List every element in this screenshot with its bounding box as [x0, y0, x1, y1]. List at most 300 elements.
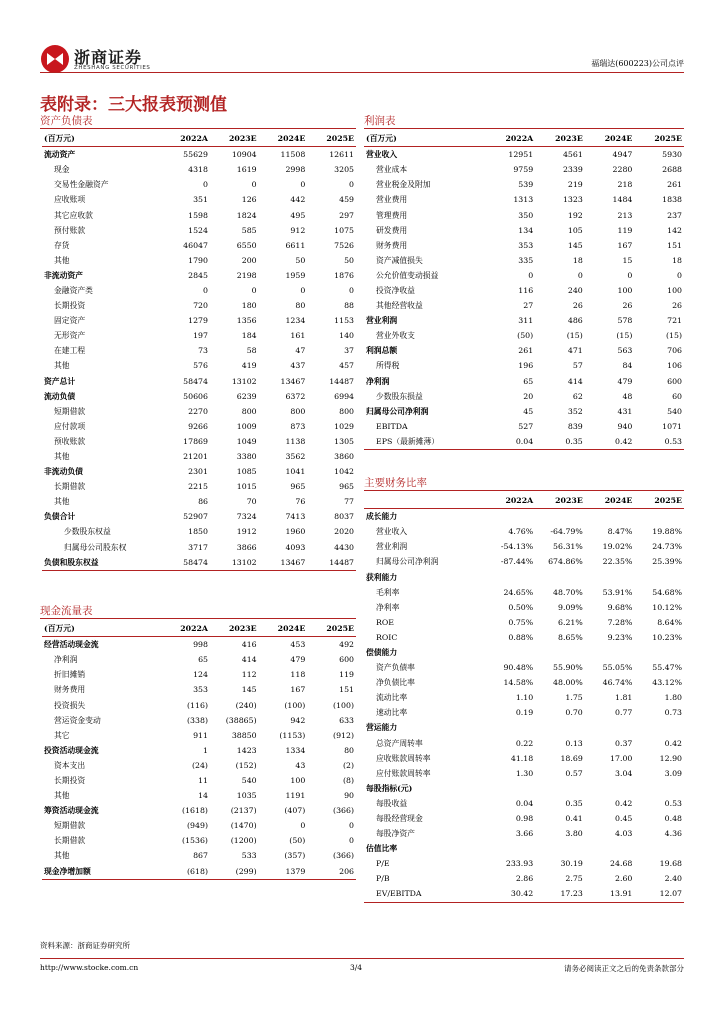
year-header: 2025E: [634, 131, 684, 147]
table-row: [364, 871, 684, 886]
cell-value: 2215: [188, 482, 208, 492]
cell-value: 2.75: [565, 874, 583, 884]
cell-value: 119: [339, 670, 354, 680]
brand-name-cn: 浙商证券: [74, 48, 143, 67]
cell-value: 2339: [562, 165, 583, 175]
table-row: [364, 585, 684, 600]
unit-header: (百万元): [42, 131, 161, 147]
row-label: 经营活动现金流: [44, 640, 99, 650]
table-row: [364, 313, 684, 328]
cell-value: [486, 569, 536, 584]
row-label: P/E: [376, 859, 390, 869]
cell-value: 1042: [334, 467, 354, 477]
cell-value: -87.44%: [500, 557, 534, 567]
cell-value: (152): [235, 760, 257, 770]
cell-value: 2998: [285, 165, 306, 175]
cell-value: 7324: [236, 512, 257, 522]
row-label: 总资产周转率: [376, 738, 423, 748]
cell-value: 6372: [285, 391, 306, 401]
report-label: 福瑞达(600223)公司点评: [591, 59, 684, 68]
cell-value: (100): [333, 700, 354, 710]
cell-value: 2198: [236, 270, 257, 280]
cell-value: 533: [241, 851, 257, 861]
cell-value: 14487: [329, 376, 354, 386]
cell-value: 17.23: [535, 886, 585, 902]
cell-value: 1790: [188, 255, 208, 265]
row-label: 营业外收支: [376, 331, 415, 341]
table-row: [42, 177, 356, 192]
cell-value: 867: [193, 851, 208, 861]
cell-value: 100: [617, 285, 633, 295]
cell-value: 118: [290, 670, 306, 680]
cell-value: [585, 720, 635, 735]
row-label: P/B: [376, 874, 390, 884]
table-row: [42, 524, 356, 539]
table-row: [364, 781, 684, 796]
cell-value: 50606: [183, 391, 208, 401]
cell-value: 10.23%: [652, 632, 682, 642]
cell-value: 0.73: [664, 708, 682, 718]
cell-value: 0.98: [515, 814, 534, 824]
table-row: [42, 253, 356, 268]
cell-value: 167: [290, 685, 306, 695]
cell-value: 431: [617, 406, 633, 416]
cell-value: 213: [617, 210, 633, 220]
cell-value: 1234: [285, 316, 306, 326]
row-label: 其它应收款: [54, 210, 93, 220]
cell-value: 1: [203, 745, 208, 755]
cell-value: 6994: [334, 391, 354, 401]
table-row: [42, 147, 356, 163]
cell-value: 8037: [334, 512, 354, 522]
cell-value: 1035: [236, 791, 257, 801]
cell-value: 540: [241, 775, 257, 785]
cell-value: 196: [518, 361, 534, 371]
cell-value: 0.04: [515, 798, 534, 808]
cell-value: 90: [344, 791, 354, 801]
cell-value: 219: [567, 180, 583, 190]
row-label: 每股收益: [376, 798, 408, 808]
cell-value: 13467: [259, 555, 308, 571]
cell-value: 1075: [334, 225, 354, 235]
cell-value: 26: [572, 301, 583, 311]
cell-value: 80: [295, 301, 306, 311]
table-row: [42, 758, 356, 773]
cell-value: 576: [193, 361, 208, 371]
cell-value: 4430: [334, 542, 354, 552]
cell-value: 0: [349, 836, 354, 846]
table-row: [364, 162, 684, 177]
cell-value: [634, 781, 684, 796]
cell-value: 414: [241, 655, 257, 665]
row-label: 其他: [54, 497, 70, 507]
table-row: [364, 343, 684, 358]
cell-value: [585, 509, 635, 525]
cell-value: 1484: [612, 195, 633, 205]
row-label: 每股指标(元): [366, 783, 413, 793]
cell-value: 200: [241, 255, 257, 265]
cell-value: 26: [672, 301, 682, 311]
year-header: 2023E: [535, 131, 585, 147]
table-row: [42, 404, 356, 419]
cell-value: 1838: [662, 195, 682, 205]
cell-value: 12.07: [634, 886, 684, 902]
table-row: [364, 675, 684, 690]
cell-value: 62: [572, 391, 583, 401]
row-label: 应收账项: [54, 195, 86, 205]
table-row: [364, 826, 684, 841]
balance-sheet-title: 资产负债表: [40, 115, 93, 127]
row-label: 营业利润: [366, 316, 398, 326]
cell-value: 912: [290, 225, 306, 235]
row-label: ROE: [376, 617, 394, 627]
row-label: 短期借款: [54, 406, 86, 416]
cell-value: 180: [241, 301, 257, 311]
cell-value: (100): [284, 700, 306, 710]
row-label: EPS（最新摊薄）: [364, 434, 486, 450]
row-label: 长期投资: [54, 775, 86, 785]
page-number: 3/4: [350, 963, 363, 972]
cell-value: 6550: [236, 240, 257, 250]
cell-value: 1334: [285, 745, 306, 755]
table-row: [364, 147, 684, 163]
row-label: 少数股东损益: [376, 391, 423, 401]
table-row: [364, 298, 684, 313]
cell-value: 1313: [513, 195, 534, 205]
cell-value: 10904: [231, 150, 257, 160]
row-label: 在建工程: [54, 346, 86, 356]
cell-value: 261: [667, 180, 682, 190]
table-row: [364, 690, 684, 705]
cell-value: 437: [290, 361, 306, 371]
table-row: [42, 192, 356, 207]
cell-value: 3717: [188, 542, 208, 552]
row-label: 资产减值损失: [376, 255, 423, 265]
cell-value: 1153: [334, 316, 354, 326]
cell-value: 218: [617, 180, 633, 190]
cell-value: 2688: [662, 165, 682, 175]
table-row: [42, 238, 356, 253]
footer-divider: [40, 958, 684, 959]
row-label: 其他: [54, 851, 70, 861]
cell-value: 0.77: [615, 708, 633, 718]
cell-value: 4.76%: [508, 527, 534, 537]
year-header: 2022A: [486, 493, 536, 509]
cell-value: [486, 781, 536, 796]
cell-value: 0.13: [565, 738, 583, 748]
row-label: 短期借款: [54, 821, 86, 831]
cell-value: 1912: [236, 527, 257, 537]
table-row: [364, 223, 684, 238]
table-row: [42, 298, 356, 313]
cell-value: 0.53: [664, 798, 682, 808]
table-row: [42, 419, 356, 434]
cell-value: 800: [290, 406, 306, 416]
cell-value: 65: [523, 376, 534, 386]
table-row: [42, 283, 356, 298]
table-row: [42, 223, 356, 238]
row-label: 营业收入: [366, 150, 398, 160]
table-row: [364, 645, 684, 660]
table-row: [364, 207, 684, 222]
cell-value: 6239: [236, 391, 257, 401]
cell-value: 0: [349, 285, 354, 295]
footer-website-link[interactable]: http://www.stocke.com.cn: [40, 963, 139, 972]
cell-value: 26: [622, 301, 633, 311]
table-header-row: [42, 621, 356, 637]
table-row: [42, 449, 356, 464]
cell-value: 352: [567, 406, 583, 416]
row-label: 长期借款: [54, 482, 86, 492]
year-header: 2023E: [210, 131, 259, 147]
cell-value: 479: [290, 655, 306, 665]
table-row: [42, 652, 356, 667]
cell-value: 2020: [334, 527, 354, 537]
cell-value: 0: [677, 270, 682, 280]
table-row: [42, 494, 356, 509]
cell-value: 261: [518, 346, 534, 356]
cell-value: (2): [342, 760, 354, 770]
cell-value: 12951: [508, 150, 534, 160]
cell-value: 3866: [236, 542, 257, 552]
cell-value: (240): [235, 700, 257, 710]
cell-value: 76: [295, 497, 306, 507]
cell-value: 457: [339, 361, 354, 371]
year-header: 2022A: [486, 131, 536, 147]
cell-value: 800: [241, 406, 257, 416]
year-header: 2024E: [259, 621, 308, 637]
cell-value: -54.13%: [500, 542, 534, 552]
cell-value: [486, 720, 536, 735]
table-row: [42, 313, 356, 328]
table-row: [364, 509, 684, 525]
cell-value: [535, 720, 585, 735]
cell-value: 112: [241, 670, 257, 680]
cell-value: 8.65%: [558, 632, 583, 642]
cell-value: 0.42: [615, 798, 633, 808]
cell-value: 55.05%: [602, 663, 633, 673]
cell-value: 1876: [334, 270, 354, 280]
cell-value: 0.37: [615, 738, 633, 748]
cell-value: [486, 841, 536, 856]
cell-value: 56.31%: [553, 542, 583, 552]
cell-value: 70: [246, 497, 257, 507]
row-label: 投资活动现金流: [44, 745, 99, 755]
row-label: 负债合计: [44, 512, 76, 522]
row-label: 营业利润: [376, 542, 408, 552]
row-label: ROIC: [376, 632, 398, 642]
cell-value: 4561: [562, 150, 583, 160]
unit-header: (百万元): [42, 621, 161, 637]
cell-value: [634, 645, 684, 660]
cell-value: 25.39%: [652, 557, 682, 567]
table-row: [364, 751, 684, 766]
table-row: [364, 328, 684, 343]
cell-value: [585, 645, 635, 660]
cell-value: 1850: [188, 527, 208, 537]
cell-value: 106: [667, 361, 682, 371]
cell-value: 151: [667, 240, 682, 250]
cell-value: 6.21%: [558, 617, 583, 627]
cell-value: 55.47%: [652, 663, 682, 673]
cell-value: 7526: [334, 240, 354, 250]
row-label: 其他: [54, 452, 70, 462]
cell-value: 24.68: [610, 859, 633, 869]
row-label: 利润总额: [366, 346, 398, 356]
cell-value: 0: [577, 270, 583, 280]
row-label: 负债和股东权益: [42, 555, 161, 571]
cell-value: 24.65%: [503, 587, 534, 597]
table-row: [364, 177, 684, 192]
cell-value: 471: [567, 346, 583, 356]
cell-value: 1323: [562, 195, 583, 205]
cell-value: (912): [333, 730, 354, 740]
row-label: 少数股东权益: [64, 527, 111, 537]
year-header: 2025E: [307, 131, 356, 147]
row-label: 其他: [54, 361, 70, 371]
cell-value: 486: [567, 316, 583, 326]
table-row: [42, 728, 356, 743]
cell-value: (15): [566, 331, 583, 341]
row-label: 预收账款: [54, 436, 86, 446]
cell-value: 9.23%: [607, 632, 633, 642]
cell-value: 419: [241, 361, 257, 371]
cell-value: 46.74%: [602, 678, 633, 688]
cell-value: 540: [667, 406, 682, 416]
financial-ratios-table: [364, 493, 684, 903]
cell-value: 1191: [285, 791, 306, 801]
cell-value: 55629: [183, 150, 208, 160]
table-row: [364, 539, 684, 554]
table-row: [42, 555, 356, 571]
cell-value: 0.75%: [508, 617, 534, 627]
cell-value: [585, 781, 635, 796]
cell-value: 578: [617, 316, 633, 326]
cell-value: 50: [295, 255, 306, 265]
cell-value: 18.69: [560, 753, 583, 763]
cell-value: 0: [349, 180, 354, 190]
cell-value: 942: [290, 715, 306, 725]
cell-value: 4947: [612, 150, 633, 160]
cell-value: (407): [284, 806, 306, 816]
cell-value: 12611: [329, 150, 354, 160]
cell-value: 27: [523, 301, 534, 311]
year-header: 2025E: [634, 493, 684, 509]
table-row: [364, 404, 684, 419]
table-row: [42, 803, 356, 818]
table-header-row: [364, 493, 684, 509]
ratios-title: 主要财务比率: [364, 477, 427, 489]
cell-value: 86: [198, 497, 208, 507]
table-row: [364, 615, 684, 630]
cell-value: (50): [517, 331, 534, 341]
cell-value: 3860: [334, 452, 354, 462]
cell-value: [535, 645, 585, 660]
row-label: 成长能力: [366, 512, 398, 522]
cell-value: 965: [339, 482, 354, 492]
cell-value: 0: [300, 821, 306, 831]
cell-value: (366): [333, 806, 354, 816]
cell-value: 706: [667, 346, 682, 356]
row-label: 存货: [54, 240, 70, 250]
year-header: 2024E: [585, 493, 635, 509]
table-row: [42, 374, 356, 389]
cell-value: 119: [617, 225, 633, 235]
cell-value: 442: [290, 195, 306, 205]
cell-value: 1041: [285, 467, 306, 477]
row-label: 固定资产: [54, 316, 86, 326]
table-row: [42, 479, 356, 494]
cell-value: 1015: [236, 482, 257, 492]
table-row: [364, 358, 684, 373]
cell-value: 335: [518, 255, 534, 265]
row-label: 净负债比率: [376, 678, 415, 688]
cell-value: (338): [187, 715, 208, 725]
cash-flow-title-rule: [40, 618, 356, 619]
cell-value: 539: [518, 180, 534, 190]
row-label: 公允价值变动损益: [376, 270, 439, 280]
table-row: [42, 434, 356, 449]
cell-value: 65: [198, 655, 208, 665]
cell-value: 15: [622, 255, 633, 265]
cell-value: 4.03: [615, 829, 633, 839]
cell-value: 6611: [285, 240, 306, 250]
table-header-row: [364, 131, 684, 147]
table-row: [364, 268, 684, 283]
cell-value: 0.45: [615, 814, 633, 824]
cell-value: 20: [523, 391, 534, 401]
cell-value: (8): [342, 775, 354, 785]
cell-value: 459: [339, 195, 354, 205]
table-row: [42, 743, 356, 758]
cell-value: 0.48: [664, 814, 682, 824]
cell-value: 1379: [259, 864, 308, 880]
cell-value: 17869: [183, 436, 208, 446]
cell-value: 0: [300, 285, 306, 295]
cell-value: (1200): [230, 836, 257, 846]
cell-value: (949): [187, 821, 208, 831]
cell-value: (50): [289, 836, 306, 846]
cell-value: 14487: [307, 555, 356, 571]
header-divider: [40, 72, 684, 73]
cell-value: 297: [339, 210, 354, 220]
cell-value: [535, 781, 585, 796]
cell-value: [634, 509, 684, 525]
row-label: 营业费用: [376, 195, 408, 205]
cell-value: 1959: [285, 270, 306, 280]
cell-value: [535, 569, 585, 584]
cell-value: 1356: [236, 316, 257, 326]
table-header-row: [42, 131, 356, 147]
cell-value: 18: [572, 255, 583, 265]
row-label: 其他经营收益: [376, 301, 423, 311]
table-row: [364, 796, 684, 811]
row-label: 偿债能力: [366, 647, 398, 657]
cell-value: 0.35: [565, 798, 583, 808]
table-row: [364, 630, 684, 645]
table-row: [364, 705, 684, 720]
cell-value: 563: [617, 346, 633, 356]
cell-value: 2301: [188, 467, 208, 477]
cell-value: 50: [344, 255, 354, 265]
cell-value: (15): [616, 331, 633, 341]
income-statement-title-rule: [364, 128, 684, 129]
cell-value: 41.18: [510, 753, 534, 763]
cell-value: (1153): [279, 730, 306, 740]
row-label: 估值比率: [366, 844, 398, 854]
table-row: [42, 389, 356, 404]
cell-value: 19.88%: [652, 527, 682, 537]
